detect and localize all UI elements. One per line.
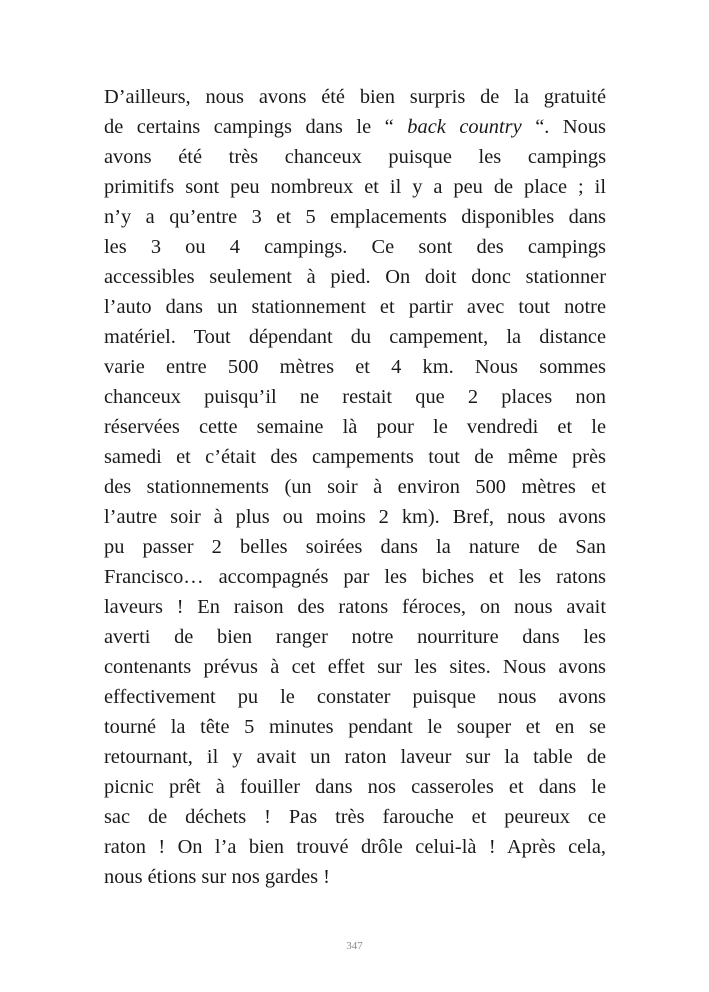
text-line-20: contenants prévus à cet effet sur les sites. Nous avons [104,656,606,678]
text-line-3: avons été très chanceux puisque les campings [104,146,606,168]
text-line-5: n’y a qu’entre 3 et 5 emplacements disponibles dans [104,206,606,228]
text-line-2-start: de certains campings dans le “ [104,116,394,138]
text-line-21: effectivement pu le constater puisque nous avons [104,686,606,708]
text-line-25: sac de déchets ! Pas très farouche et peureux ce [104,806,606,828]
emphasized-term: back country [407,116,522,138]
text-line-8: l’auto dans un stationnement et partir avec tout notre [104,296,606,318]
body-text [104,82,606,892]
text-line-10: varie entre 500 mètres et 4 km. Nous sommes [104,356,606,378]
text-line-23: retournant, il y avait un raton laveur sur la table de [104,746,606,768]
text-line-14: des stationnements (un soir à environ 500 mètres et [104,476,606,498]
text-line-17: Francisco… accompagnés par les biches et les ratons [104,566,606,588]
text-line-9: matériel. Tout dépendant du campement, la distance [104,326,606,348]
text-line-22: tourné la tête 5 minutes pendant le souper et en se [104,716,606,738]
text-line-2-end: “. Nous [535,116,606,138]
text-line-16: pu passer 2 belles soirées dans la nature de San [104,536,606,558]
page-number: 347 [346,940,363,952]
text-line-26: raton ! On l’a bien trouvé drôle celui-là ! Après cela, [104,836,606,858]
text-line-18: laveurs ! En raison des ratons féroces, on nous avait [104,596,606,618]
text-line-27: nous étions sur nos gardes ! [104,866,330,888]
text-line-4: primitifs sont peu nombreux et il y a peu de place ; il [104,176,606,198]
text-line-24: picnic prêt à fouiller dans nos casseroles et dans le [104,776,606,798]
text-line-2 [104,112,606,142]
text-line-11: chanceux puisqu’il ne restait que 2 places non [104,386,606,408]
text-line-15: l’autre soir à plus ou moins 2 km). Bref, nous avons [104,506,606,528]
text-line-19: averti de bien ranger notre nourriture dans les [104,626,606,648]
text-line-6: les 3 ou 4 campings. Ce sont des campings [104,236,606,258]
text-line-12: réservées cette semaine là pour le vendredi et le [104,416,606,438]
text-line-1: D’ailleurs, nous avons été bien surpris de la gratuité [104,86,606,108]
text-line-7: accessibles seulement à pied. On doit donc stationner [104,266,606,288]
text-line-13: samedi et c’était des campements tout de même près [104,446,606,468]
